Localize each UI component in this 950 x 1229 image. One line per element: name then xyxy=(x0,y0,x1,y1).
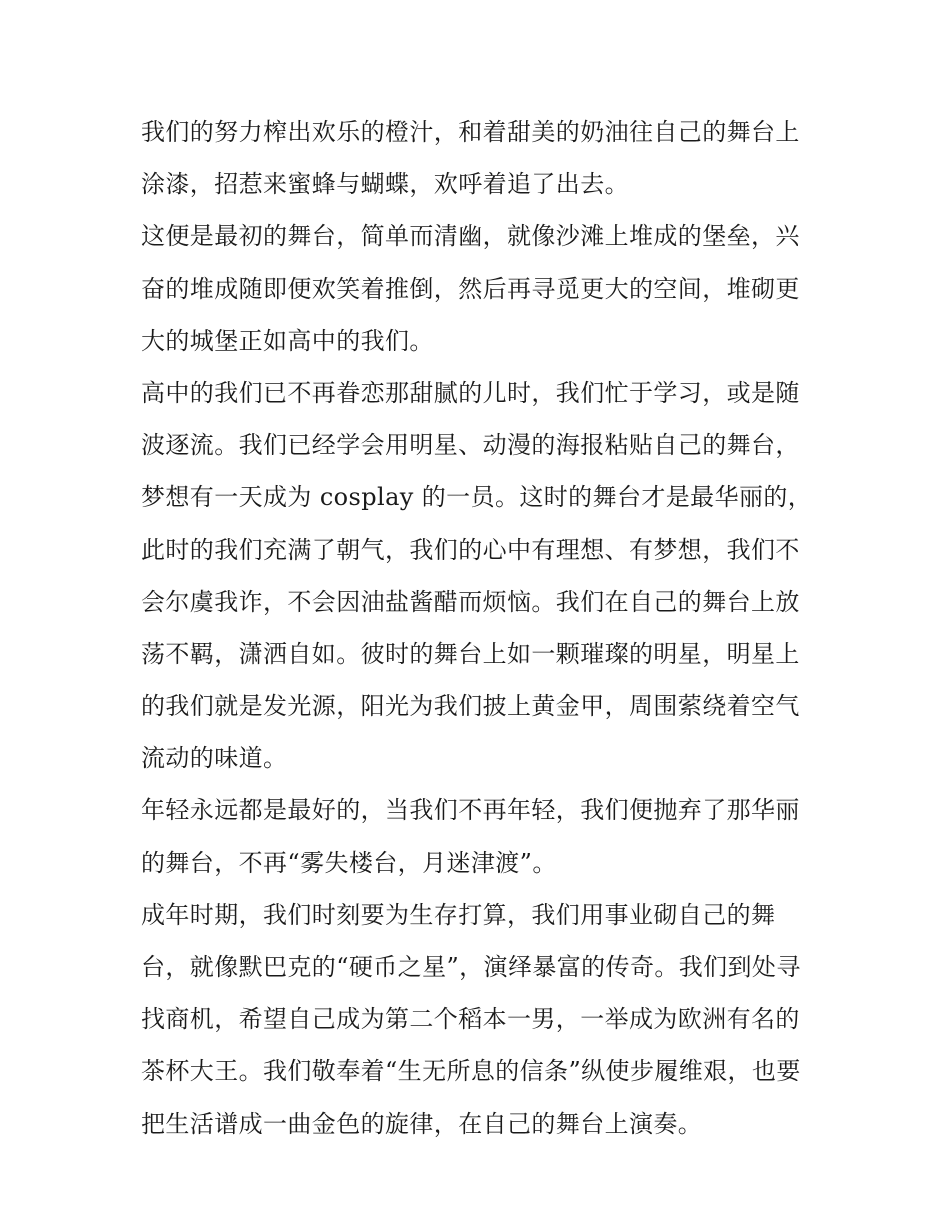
text-line: 找商机，希望自己成为第二个稻本一男，一举成为欧洲有名的 xyxy=(141,1005,800,1034)
text-line: 波逐流。我们已经学会用明星、动漫的海报粘贴自己的舞台， xyxy=(141,431,800,460)
text-line: 的我们就是发光源，阳光为我们披上黄金甲，周围萦绕着空气 xyxy=(141,692,800,721)
text-line: 高中的我们已不再眷恋那甜腻的儿时，我们忙于学习，或是随 xyxy=(141,378,800,407)
text-line: 梦想有一天成为 cosplay 的一员。这时的舞台才是最华丽的， xyxy=(141,483,813,512)
text-line: 台，就像默巴克的“硬币之星”，演绎暴富的传奇。我们到处寻 xyxy=(141,953,801,981)
document-body xyxy=(141,106,821,1150)
text-line: 的舞台，不再“雾失楼台，月迷津渡”。 xyxy=(141,848,557,877)
text-line: 涂漆，招惹来蜜蜂与蝴蝶，欢呼着追了出去。 xyxy=(141,170,629,199)
text-line: 会尔虞我诈，不会因油盐酱醋而烦恼。我们在自己的舞台上放 xyxy=(141,587,800,616)
text-line: 把生活谱成一曲金色的旋律，在自己的舞台上演奏。 xyxy=(141,1109,703,1138)
text-line: 大的城堡正如高中的我们。 xyxy=(141,326,434,355)
text-line: 此时的我们充满了朝气，我们的心中有理想、有梦想，我们不 xyxy=(141,535,800,564)
text-line: 我们的努力榨出欢乐的橙汁，和着甜美的奶油往自己的舞台上 xyxy=(141,118,800,146)
text-line: 流动的味道。 xyxy=(141,744,288,773)
text-line: 这便是最初的舞台，简单而清幽，就像沙滩上堆成的堡垒，兴 xyxy=(141,222,800,251)
text-line: 茶杯大王。我们敬奉着“生无所息的信条”纵使步履维艰，也要 xyxy=(141,1057,801,1086)
text-line: 成年时期，我们时刻要为生存打算，我们用事业砌自己的舞 xyxy=(141,900,776,929)
text-line: 荡不羁，潇洒自如。彼时的舞台上如一颗璀璨的明星，明星上 xyxy=(141,639,800,668)
text-line: 奋的堆成随即便欢笑着推倒，然后再寻觅更大的空间，堆砌更 xyxy=(141,274,800,303)
text-line: 年轻永远都是最好的，当我们不再年轻，我们便抛弃了那华丽 xyxy=(141,796,800,825)
